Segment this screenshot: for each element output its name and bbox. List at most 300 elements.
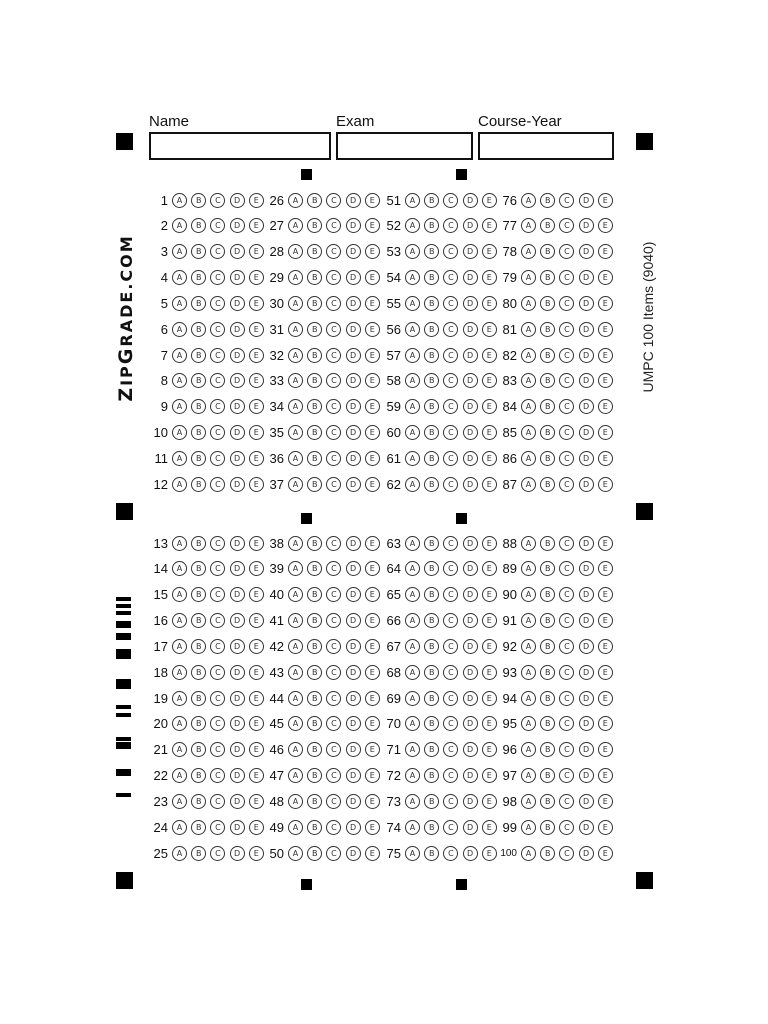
answer-bubble-d[interactable]: D	[346, 477, 361, 492]
answer-bubble-a[interactable]: A	[405, 665, 420, 680]
answer-bubble-a[interactable]: A	[288, 451, 303, 466]
answer-bubble-a[interactable]: A	[172, 451, 187, 466]
answer-bubble-c[interactable]: C	[326, 373, 341, 388]
answer-bubble-d[interactable]: D	[579, 665, 594, 680]
answer-bubble-a[interactable]: A	[172, 768, 187, 783]
answer-bubble-a[interactable]: A	[288, 425, 303, 440]
answer-bubble-c[interactable]: C	[443, 425, 458, 440]
answer-bubble-a[interactable]: A	[521, 193, 536, 208]
answer-bubble-c[interactable]: C	[443, 794, 458, 809]
answer-bubble-e[interactable]: E	[365, 425, 380, 440]
answer-bubble-a[interactable]: A	[405, 846, 420, 861]
answer-bubble-a[interactable]: A	[288, 218, 303, 233]
answer-bubble-e[interactable]: E	[249, 322, 264, 337]
answer-bubble-e[interactable]: E	[365, 639, 380, 654]
answer-bubble-d[interactable]: D	[230, 846, 245, 861]
answer-bubble-a[interactable]: A	[405, 451, 420, 466]
answer-bubble-b[interactable]: B	[424, 296, 439, 311]
answer-bubble-c[interactable]: C	[559, 613, 574, 628]
answer-bubble-b[interactable]: B	[424, 639, 439, 654]
answer-bubble-b[interactable]: B	[191, 820, 206, 835]
answer-bubble-d[interactable]: D	[463, 477, 478, 492]
answer-bubble-a[interactable]: A	[288, 794, 303, 809]
answer-bubble-c[interactable]: C	[443, 373, 458, 388]
answer-bubble-a[interactable]: A	[172, 587, 187, 602]
answer-bubble-e[interactable]: E	[365, 691, 380, 706]
answer-bubble-e[interactable]: E	[249, 425, 264, 440]
answer-bubble-c[interactable]: C	[210, 373, 225, 388]
answer-bubble-c[interactable]: C	[559, 193, 574, 208]
answer-bubble-d[interactable]: D	[463, 244, 478, 259]
answer-bubble-d[interactable]: D	[230, 218, 245, 233]
answer-bubble-b[interactable]: B	[307, 691, 322, 706]
answer-bubble-e[interactable]: E	[365, 794, 380, 809]
answer-bubble-e[interactable]: E	[249, 193, 264, 208]
answer-bubble-e[interactable]: E	[249, 639, 264, 654]
answer-bubble-b[interactable]: B	[540, 296, 555, 311]
answer-bubble-c[interactable]: C	[210, 296, 225, 311]
answer-bubble-a[interactable]: A	[172, 846, 187, 861]
answer-bubble-d[interactable]: D	[463, 742, 478, 757]
answer-bubble-d[interactable]: D	[463, 425, 478, 440]
answer-bubble-b[interactable]: B	[540, 477, 555, 492]
answer-bubble-d[interactable]: D	[579, 348, 594, 363]
answer-bubble-d[interactable]: D	[230, 794, 245, 809]
answer-bubble-e[interactable]: E	[365, 768, 380, 783]
answer-bubble-e[interactable]: E	[598, 348, 613, 363]
answer-bubble-b[interactable]: B	[540, 613, 555, 628]
answer-bubble-d[interactable]: D	[463, 794, 478, 809]
answer-bubble-e[interactable]: E	[365, 270, 380, 285]
answer-bubble-c[interactable]: C	[326, 716, 341, 731]
answer-bubble-e[interactable]: E	[249, 587, 264, 602]
answer-bubble-a[interactable]: A	[405, 561, 420, 576]
answer-bubble-d[interactable]: D	[463, 639, 478, 654]
answer-bubble-e[interactable]: E	[482, 451, 497, 466]
answer-bubble-a[interactable]: A	[288, 613, 303, 628]
answer-bubble-b[interactable]: B	[191, 846, 206, 861]
answer-bubble-b[interactable]: B	[540, 322, 555, 337]
answer-bubble-d[interactable]: D	[346, 742, 361, 757]
answer-bubble-e[interactable]: E	[365, 587, 380, 602]
answer-bubble-d[interactable]: D	[463, 348, 478, 363]
answer-bubble-a[interactable]: A	[521, 613, 536, 628]
answer-bubble-b[interactable]: B	[307, 218, 322, 233]
answer-bubble-e[interactable]: E	[365, 477, 380, 492]
answer-bubble-d[interactable]: D	[346, 373, 361, 388]
answer-bubble-a[interactable]: A	[172, 639, 187, 654]
answer-bubble-a[interactable]: A	[521, 820, 536, 835]
answer-bubble-b[interactable]: B	[424, 322, 439, 337]
answer-bubble-b[interactable]: B	[307, 425, 322, 440]
answer-bubble-a[interactable]: A	[405, 742, 420, 757]
answer-bubble-d[interactable]: D	[346, 561, 361, 576]
answer-bubble-b[interactable]: B	[424, 373, 439, 388]
answer-bubble-e[interactable]: E	[249, 768, 264, 783]
answer-bubble-e[interactable]: E	[482, 373, 497, 388]
answer-bubble-b[interactable]: B	[191, 742, 206, 757]
answer-bubble-b[interactable]: B	[424, 561, 439, 576]
answer-bubble-c[interactable]: C	[210, 218, 225, 233]
answer-bubble-a[interactable]: A	[405, 768, 420, 783]
answer-bubble-c[interactable]: C	[326, 613, 341, 628]
answer-bubble-c[interactable]: C	[210, 742, 225, 757]
answer-bubble-c[interactable]: C	[443, 639, 458, 654]
answer-bubble-c[interactable]: C	[443, 716, 458, 731]
answer-bubble-a[interactable]: A	[288, 846, 303, 861]
answer-bubble-a[interactable]: A	[172, 218, 187, 233]
answer-bubble-d[interactable]: D	[463, 373, 478, 388]
answer-bubble-b[interactable]: B	[307, 768, 322, 783]
answer-bubble-e[interactable]: E	[482, 742, 497, 757]
answer-bubble-b[interactable]: B	[424, 536, 439, 551]
answer-bubble-b[interactable]: B	[191, 794, 206, 809]
answer-bubble-b[interactable]: B	[424, 218, 439, 233]
answer-bubble-c[interactable]: C	[559, 794, 574, 809]
answer-bubble-a[interactable]: A	[288, 373, 303, 388]
answer-bubble-c[interactable]: C	[210, 587, 225, 602]
answer-bubble-c[interactable]: C	[559, 425, 574, 440]
answer-bubble-c[interactable]: C	[443, 665, 458, 680]
answer-bubble-b[interactable]: B	[191, 768, 206, 783]
answer-bubble-a[interactable]: A	[172, 348, 187, 363]
answer-bubble-a[interactable]: A	[521, 322, 536, 337]
answer-bubble-a[interactable]: A	[405, 322, 420, 337]
answer-bubble-a[interactable]: A	[521, 348, 536, 363]
answer-bubble-a[interactable]: A	[172, 716, 187, 731]
answer-bubble-d[interactable]: D	[230, 451, 245, 466]
answer-bubble-e[interactable]: E	[249, 399, 264, 414]
answer-bubble-e[interactable]: E	[249, 665, 264, 680]
answer-bubble-e[interactable]: E	[365, 373, 380, 388]
answer-bubble-d[interactable]: D	[230, 536, 245, 551]
answer-bubble-b[interactable]: B	[540, 425, 555, 440]
answer-bubble-a[interactable]: A	[405, 270, 420, 285]
answer-bubble-b[interactable]: B	[307, 399, 322, 414]
answer-bubble-a[interactable]: A	[288, 561, 303, 576]
answer-bubble-d[interactable]: D	[346, 270, 361, 285]
answer-bubble-a[interactable]: A	[172, 561, 187, 576]
answer-bubble-e[interactable]: E	[365, 348, 380, 363]
answer-bubble-a[interactable]: A	[288, 296, 303, 311]
answer-bubble-b[interactable]: B	[540, 348, 555, 363]
answer-bubble-b[interactable]: B	[307, 477, 322, 492]
answer-bubble-d[interactable]: D	[230, 691, 245, 706]
answer-bubble-a[interactable]: A	[288, 270, 303, 285]
answer-bubble-c[interactable]: C	[559, 322, 574, 337]
answer-bubble-e[interactable]: E	[598, 794, 613, 809]
answer-bubble-b[interactable]: B	[191, 477, 206, 492]
answer-bubble-a[interactable]: A	[405, 218, 420, 233]
answer-bubble-e[interactable]: E	[249, 451, 264, 466]
answer-bubble-d[interactable]: D	[230, 587, 245, 602]
answer-bubble-b[interactable]: B	[191, 193, 206, 208]
answer-bubble-b[interactable]: B	[307, 794, 322, 809]
answer-bubble-a[interactable]: A	[172, 742, 187, 757]
answer-bubble-b[interactable]: B	[424, 846, 439, 861]
answer-bubble-a[interactable]: A	[172, 322, 187, 337]
answer-bubble-c[interactable]: C	[443, 477, 458, 492]
answer-bubble-e[interactable]: E	[249, 613, 264, 628]
answer-bubble-a[interactable]: A	[172, 665, 187, 680]
answer-bubble-e[interactable]: E	[598, 244, 613, 259]
answer-bubble-c[interactable]: C	[210, 451, 225, 466]
answer-bubble-d[interactable]: D	[463, 846, 478, 861]
answer-bubble-c[interactable]: C	[326, 536, 341, 551]
answer-bubble-e[interactable]: E	[365, 218, 380, 233]
answer-bubble-b[interactable]: B	[540, 270, 555, 285]
answer-bubble-d[interactable]: D	[463, 193, 478, 208]
answer-bubble-c[interactable]: C	[559, 399, 574, 414]
answer-bubble-a[interactable]: A	[288, 348, 303, 363]
answer-bubble-c[interactable]: C	[326, 794, 341, 809]
answer-bubble-b[interactable]: B	[307, 451, 322, 466]
answer-bubble-d[interactable]: D	[346, 639, 361, 654]
answer-bubble-c[interactable]: C	[559, 296, 574, 311]
answer-bubble-c[interactable]: C	[559, 536, 574, 551]
answer-bubble-d[interactable]: D	[463, 399, 478, 414]
answer-bubble-a[interactable]: A	[521, 639, 536, 654]
answer-bubble-b[interactable]: B	[307, 613, 322, 628]
answer-bubble-b[interactable]: B	[424, 451, 439, 466]
answer-bubble-b[interactable]: B	[307, 716, 322, 731]
answer-bubble-e[interactable]: E	[598, 218, 613, 233]
answer-bubble-c[interactable]: C	[326, 639, 341, 654]
answer-bubble-e[interactable]: E	[482, 296, 497, 311]
answer-bubble-a[interactable]: A	[172, 296, 187, 311]
answer-bubble-a[interactable]: A	[405, 425, 420, 440]
answer-bubble-d[interactable]: D	[346, 716, 361, 731]
answer-bubble-d[interactable]: D	[579, 768, 594, 783]
answer-bubble-e[interactable]: E	[598, 451, 613, 466]
answer-bubble-c[interactable]: C	[559, 587, 574, 602]
answer-bubble-c[interactable]: C	[326, 846, 341, 861]
answer-bubble-a[interactable]: A	[521, 716, 536, 731]
answer-bubble-c[interactable]: C	[210, 477, 225, 492]
exam-field[interactable]	[336, 132, 473, 160]
answer-bubble-c[interactable]: C	[559, 691, 574, 706]
answer-bubble-d[interactable]: D	[346, 820, 361, 835]
answer-bubble-b[interactable]: B	[307, 846, 322, 861]
answer-bubble-a[interactable]: A	[405, 716, 420, 731]
answer-bubble-e[interactable]: E	[482, 820, 497, 835]
answer-bubble-a[interactable]: A	[172, 399, 187, 414]
answer-bubble-d[interactable]: D	[579, 244, 594, 259]
answer-bubble-d[interactable]: D	[463, 536, 478, 551]
answer-bubble-b[interactable]: B	[424, 665, 439, 680]
answer-bubble-b[interactable]: B	[307, 373, 322, 388]
answer-bubble-b[interactable]: B	[424, 691, 439, 706]
answer-bubble-b[interactable]: B	[191, 451, 206, 466]
answer-bubble-e[interactable]: E	[598, 820, 613, 835]
answer-bubble-b[interactable]: B	[424, 425, 439, 440]
answer-bubble-b[interactable]: B	[540, 716, 555, 731]
answer-bubble-a[interactable]: A	[521, 373, 536, 388]
answer-bubble-e[interactable]: E	[598, 536, 613, 551]
answer-bubble-e[interactable]: E	[365, 742, 380, 757]
answer-bubble-c[interactable]: C	[559, 639, 574, 654]
answer-bubble-e[interactable]: E	[598, 193, 613, 208]
answer-bubble-b[interactable]: B	[191, 322, 206, 337]
answer-bubble-c[interactable]: C	[326, 477, 341, 492]
answer-bubble-e[interactable]: E	[598, 296, 613, 311]
answer-bubble-e[interactable]: E	[365, 613, 380, 628]
answer-bubble-e[interactable]: E	[598, 477, 613, 492]
answer-bubble-a[interactable]: A	[405, 348, 420, 363]
answer-bubble-e[interactable]: E	[482, 639, 497, 654]
answer-bubble-b[interactable]: B	[540, 691, 555, 706]
answer-bubble-e[interactable]: E	[482, 561, 497, 576]
answer-bubble-d[interactable]: D	[463, 665, 478, 680]
answer-bubble-d[interactable]: D	[579, 322, 594, 337]
answer-bubble-e[interactable]: E	[482, 348, 497, 363]
answer-bubble-c[interactable]: C	[559, 218, 574, 233]
answer-bubble-a[interactable]: A	[521, 451, 536, 466]
answer-bubble-c[interactable]: C	[326, 218, 341, 233]
answer-bubble-c[interactable]: C	[326, 296, 341, 311]
answer-bubble-d[interactable]: D	[463, 820, 478, 835]
answer-bubble-d[interactable]: D	[463, 296, 478, 311]
answer-bubble-d[interactable]: D	[230, 373, 245, 388]
answer-bubble-a[interactable]: A	[405, 794, 420, 809]
answer-bubble-c[interactable]: C	[559, 742, 574, 757]
answer-bubble-b[interactable]: B	[424, 399, 439, 414]
answer-bubble-e[interactable]: E	[598, 322, 613, 337]
answer-bubble-e[interactable]: E	[598, 561, 613, 576]
answer-bubble-c[interactable]: C	[443, 218, 458, 233]
answer-bubble-d[interactable]: D	[230, 768, 245, 783]
answer-bubble-a[interactable]: A	[288, 639, 303, 654]
answer-bubble-c[interactable]: C	[210, 244, 225, 259]
answer-bubble-c[interactable]: C	[210, 270, 225, 285]
answer-bubble-d[interactable]: D	[579, 399, 594, 414]
answer-bubble-a[interactable]: A	[172, 536, 187, 551]
answer-bubble-d[interactable]: D	[579, 794, 594, 809]
answer-bubble-b[interactable]: B	[307, 742, 322, 757]
answer-bubble-a[interactable]: A	[405, 244, 420, 259]
answer-bubble-d[interactable]: D	[230, 425, 245, 440]
answer-bubble-a[interactable]: A	[521, 218, 536, 233]
answer-bubble-c[interactable]: C	[559, 820, 574, 835]
answer-bubble-b[interactable]: B	[540, 399, 555, 414]
answer-bubble-d[interactable]: D	[346, 218, 361, 233]
answer-bubble-e[interactable]: E	[249, 244, 264, 259]
answer-bubble-b[interactable]: B	[540, 373, 555, 388]
answer-bubble-b[interactable]: B	[424, 716, 439, 731]
answer-bubble-e[interactable]: E	[598, 639, 613, 654]
answer-bubble-e[interactable]: E	[598, 373, 613, 388]
answer-bubble-e[interactable]: E	[365, 716, 380, 731]
answer-bubble-c[interactable]: C	[326, 425, 341, 440]
answer-bubble-e[interactable]: E	[482, 477, 497, 492]
answer-bubble-b[interactable]: B	[540, 244, 555, 259]
answer-bubble-e[interactable]: E	[482, 399, 497, 414]
answer-bubble-e[interactable]: E	[598, 691, 613, 706]
answer-bubble-d[interactable]: D	[463, 613, 478, 628]
answer-bubble-d[interactable]: D	[463, 768, 478, 783]
answer-bubble-b[interactable]: B	[307, 270, 322, 285]
answer-bubble-d[interactable]: D	[346, 451, 361, 466]
answer-bubble-a[interactable]: A	[288, 244, 303, 259]
answer-bubble-d[interactable]: D	[230, 477, 245, 492]
answer-bubble-c[interactable]: C	[210, 561, 225, 576]
answer-bubble-c[interactable]: C	[326, 691, 341, 706]
answer-bubble-d[interactable]: D	[230, 322, 245, 337]
answer-bubble-a[interactable]: A	[288, 742, 303, 757]
answer-bubble-c[interactable]: C	[210, 716, 225, 731]
answer-bubble-e[interactable]: E	[482, 691, 497, 706]
answer-bubble-c[interactable]: C	[326, 193, 341, 208]
answer-bubble-e[interactable]: E	[598, 716, 613, 731]
answer-bubble-a[interactable]: A	[521, 425, 536, 440]
answer-bubble-e[interactable]: E	[598, 399, 613, 414]
answer-bubble-b[interactable]: B	[307, 587, 322, 602]
answer-bubble-b[interactable]: B	[540, 218, 555, 233]
answer-bubble-e[interactable]: E	[365, 665, 380, 680]
answer-bubble-b[interactable]: B	[191, 425, 206, 440]
answer-bubble-d[interactable]: D	[463, 322, 478, 337]
answer-bubble-a[interactable]: A	[521, 244, 536, 259]
answer-bubble-c[interactable]: C	[210, 613, 225, 628]
answer-bubble-c[interactable]: C	[443, 399, 458, 414]
name-field[interactable]	[149, 132, 331, 160]
answer-bubble-e[interactable]: E	[249, 218, 264, 233]
answer-bubble-a[interactable]: A	[172, 691, 187, 706]
answer-bubble-c[interactable]: C	[443, 561, 458, 576]
answer-bubble-a[interactable]: A	[172, 244, 187, 259]
answer-bubble-e[interactable]: E	[249, 477, 264, 492]
answer-bubble-e[interactable]: E	[482, 244, 497, 259]
answer-bubble-b[interactable]: B	[191, 716, 206, 731]
answer-bubble-d[interactable]: D	[230, 348, 245, 363]
answer-bubble-a[interactable]: A	[405, 536, 420, 551]
answer-bubble-a[interactable]: A	[172, 193, 187, 208]
answer-bubble-a[interactable]: A	[288, 322, 303, 337]
answer-bubble-a[interactable]: A	[288, 193, 303, 208]
answer-bubble-c[interactable]: C	[443, 768, 458, 783]
answer-bubble-e[interactable]: E	[482, 270, 497, 285]
answer-bubble-a[interactable]: A	[521, 691, 536, 706]
answer-bubble-b[interactable]: B	[424, 820, 439, 835]
answer-bubble-c[interactable]: C	[210, 536, 225, 551]
answer-bubble-e[interactable]: E	[249, 794, 264, 809]
answer-bubble-a[interactable]: A	[405, 639, 420, 654]
answer-bubble-e[interactable]: E	[365, 451, 380, 466]
answer-bubble-b[interactable]: B	[191, 587, 206, 602]
answer-bubble-a[interactable]: A	[288, 665, 303, 680]
answer-bubble-c[interactable]: C	[326, 270, 341, 285]
answer-bubble-a[interactable]: A	[405, 477, 420, 492]
answer-bubble-b[interactable]: B	[540, 536, 555, 551]
answer-bubble-b[interactable]: B	[191, 691, 206, 706]
answer-bubble-c[interactable]: C	[210, 820, 225, 835]
answer-bubble-c[interactable]: C	[210, 665, 225, 680]
answer-bubble-d[interactable]: D	[579, 613, 594, 628]
answer-bubble-d[interactable]: D	[346, 322, 361, 337]
answer-bubble-b[interactable]: B	[191, 665, 206, 680]
answer-bubble-c[interactable]: C	[559, 561, 574, 576]
answer-bubble-a[interactable]: A	[405, 587, 420, 602]
answer-bubble-b[interactable]: B	[424, 477, 439, 492]
answer-bubble-a[interactable]: A	[521, 561, 536, 576]
answer-bubble-c[interactable]: C	[443, 193, 458, 208]
answer-bubble-a[interactable]: A	[405, 399, 420, 414]
answer-bubble-d[interactable]: D	[463, 218, 478, 233]
answer-bubble-b[interactable]: B	[540, 742, 555, 757]
answer-bubble-b[interactable]: B	[191, 639, 206, 654]
answer-bubble-b[interactable]: B	[424, 270, 439, 285]
answer-bubble-e[interactable]: E	[249, 742, 264, 757]
